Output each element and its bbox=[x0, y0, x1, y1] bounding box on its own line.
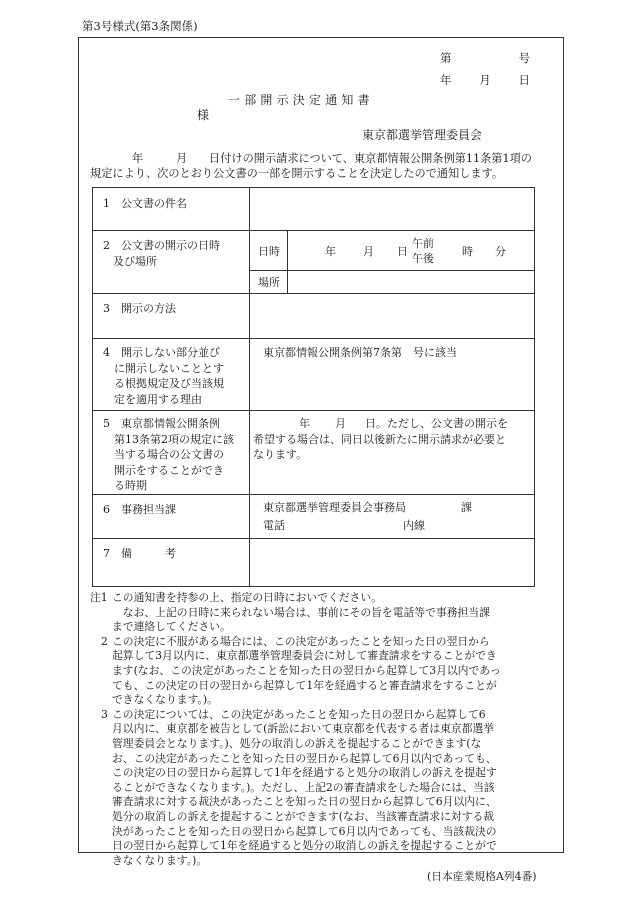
form-id: 第3号様式(第3条関係) bbox=[82, 19, 198, 33]
row-5-text-2: 希望する場合は、同日以後新たに開示請求が必要と bbox=[253, 432, 506, 446]
row-2-label-line1: 2 公文書の開示の日時 bbox=[103, 239, 220, 252]
date-day: 日 bbox=[518, 73, 530, 87]
datetime-label: 日時 bbox=[258, 245, 280, 258]
date-month: 月 bbox=[479, 73, 491, 87]
intro-text-1: 日付けの開示請求について、東京都情報公開条例第11条第1項の bbox=[209, 152, 532, 165]
note-3 bbox=[90, 708, 550, 869]
row-divider bbox=[93, 410, 534, 411]
note-2-line: できなくなります。)。 bbox=[112, 693, 218, 707]
note-1-line: なお、上記の日時に来られない場合は、事前にその旨を電話等で事務担当課 bbox=[112, 605, 490, 619]
datetime-hour: 時 bbox=[462, 245, 473, 258]
intro-text-2: 規定により、次のとおり公文書の一部を開示することを決定したので通知します。 bbox=[90, 167, 504, 180]
note-3-mark: 3 bbox=[101, 707, 108, 721]
number-label: 第 bbox=[440, 51, 452, 65]
row-4-line: 4 開示しない部分並び bbox=[103, 346, 220, 359]
note-2-line: ます(なお、この決定があったことを知った日の翌日から起算して3月以内であっ bbox=[112, 663, 501, 677]
paper-size-note: (日本産業規格A列4番) bbox=[427, 870, 537, 883]
datetime-day: 日 bbox=[397, 245, 408, 258]
row-divider bbox=[93, 230, 534, 231]
note-2-line: 起算して3月以内に、東京都選挙管理委員会に対して審査請求をすることができ bbox=[112, 649, 497, 663]
row-5-text-1: 日。ただし、公文書の開示を bbox=[365, 417, 508, 430]
row-5-text-3: なります。 bbox=[253, 448, 308, 461]
note-1-mark: 注1 bbox=[90, 591, 108, 604]
note-3-line: 日の翌日から起算して1年を経過すると処分の取消しの訴えを提起することがで bbox=[112, 839, 497, 853]
disclosure-table bbox=[92, 187, 535, 587]
datetime-month: 月 bbox=[363, 245, 374, 258]
note-3-line: 月以内に、東京都を被告として(訴訟において東京都を代表する者は東京都選挙 bbox=[112, 722, 495, 736]
row-5-label bbox=[103, 416, 234, 494]
date-year: 年 bbox=[440, 73, 452, 87]
row-divider bbox=[93, 293, 534, 294]
row-6-phone: 電話 bbox=[263, 519, 285, 532]
note-3-line: 管理委員会となります。)、処分の取消しの訴えを提起することができます(な bbox=[112, 736, 482, 750]
row-4-value: 東京都情報公開条例第7条第 号に該当 bbox=[263, 346, 457, 359]
row-5-value bbox=[253, 416, 533, 463]
note-3-line: 審査請求に対する裁決があったことを知った日の翌日から起算して6月以内に、 bbox=[112, 795, 497, 809]
row-divider bbox=[93, 494, 534, 495]
note-1-line: この通知書を持参の上、指定の日時においでください。 bbox=[112, 591, 382, 604]
document-number bbox=[440, 51, 530, 66]
note-3-line: 決があったことを知った日の翌日から起算して6月以内であっても、当該裁決の bbox=[112, 824, 497, 838]
pm-label: 午後 bbox=[412, 252, 434, 265]
note-2-line: ても、この決定の日の翌日から起算して1年を経過すると審査請求をすることが bbox=[112, 678, 497, 692]
row-5-line: 当する場合の公文書の bbox=[114, 448, 224, 461]
row-6-org: 東京都選挙管理委員会事務局 bbox=[263, 501, 406, 514]
row-5-line: る時期 bbox=[114, 479, 147, 492]
document-title: 一部開示決定通知書 bbox=[228, 93, 374, 107]
row-6-section: 課 bbox=[461, 501, 472, 514]
intro-year: 年 bbox=[132, 152, 144, 165]
note-1-line: まで連絡してください。 bbox=[112, 620, 231, 634]
intro-paragraph bbox=[90, 151, 546, 181]
row-5-line: 5 東京都情報公開条例 bbox=[103, 417, 220, 430]
row-4-line: に開示しないこととす bbox=[114, 361, 224, 375]
addressee-suffix: 様 bbox=[197, 108, 210, 122]
note-3-line: この決定の日の翌日から起算して1年を経過すると処分の取消しの訴えを提起す bbox=[112, 766, 497, 780]
row-6-label: 6 事務担当課 bbox=[103, 503, 176, 516]
row-2-label-line2: 及び場所 bbox=[113, 254, 157, 268]
row-4-label bbox=[103, 345, 224, 407]
document-date bbox=[440, 73, 530, 88]
note-2-line: この決定に不服がある場合には、この決定があったことを知った日の翌日から bbox=[112, 634, 490, 648]
row-5-line: 第13条第2項の規定に該 bbox=[114, 432, 234, 446]
row-5-line: 開示をすることができ bbox=[114, 463, 224, 477]
intro-month: 月 bbox=[176, 152, 188, 165]
row-1-label: 1 公文書の件名 bbox=[103, 197, 187, 210]
note-3-line: お、この決定があったことを知った日の翌日から起算して6月以内であっても、 bbox=[112, 751, 497, 765]
number-suffix: 号 bbox=[518, 51, 530, 65]
subrow-divider bbox=[249, 270, 534, 271]
row-divider bbox=[93, 538, 534, 539]
row-6-extension: 内線 bbox=[403, 519, 425, 532]
note-3-line: ることができなくなります。)。ただし、上記2の審査請求をした場合には、当該 bbox=[112, 780, 495, 794]
row-divider bbox=[93, 338, 534, 339]
datetime-year: 年 bbox=[325, 245, 336, 258]
am-label: 午前 bbox=[412, 237, 434, 250]
row-5-month: 月 bbox=[335, 417, 346, 430]
note-3-line: 処分の取消しの訴えを提起することができます(なお、当該審査請求に対する裁 bbox=[112, 809, 495, 823]
subcolumn-divider bbox=[287, 230, 288, 293]
ampm-choice bbox=[412, 236, 434, 266]
note-2-mark: 2 bbox=[101, 634, 108, 648]
row-5-year: 年 bbox=[299, 417, 310, 430]
notes bbox=[90, 591, 550, 868]
note-2 bbox=[90, 635, 550, 708]
place-label: 場所 bbox=[258, 276, 280, 289]
row-4-line: る根拠規定及び当該規 bbox=[114, 377, 224, 390]
note-1 bbox=[90, 591, 550, 635]
row-3-label: 3 開示の方法 bbox=[103, 302, 176, 315]
note-3-line: この決定については、この決定があったことを知った日の翌日から起算して6 bbox=[112, 707, 486, 721]
row-4-line: 定を適用する理由 bbox=[114, 392, 202, 406]
issuer: 東京都選挙管理委員会 bbox=[362, 128, 483, 142]
note-3-line: きなくなります。)。 bbox=[112, 853, 208, 867]
column-divider bbox=[249, 188, 250, 586]
row-7-label: 7 備 考 bbox=[103, 547, 176, 560]
row-2-label bbox=[103, 238, 220, 269]
datetime-minute: 分 bbox=[495, 245, 506, 258]
